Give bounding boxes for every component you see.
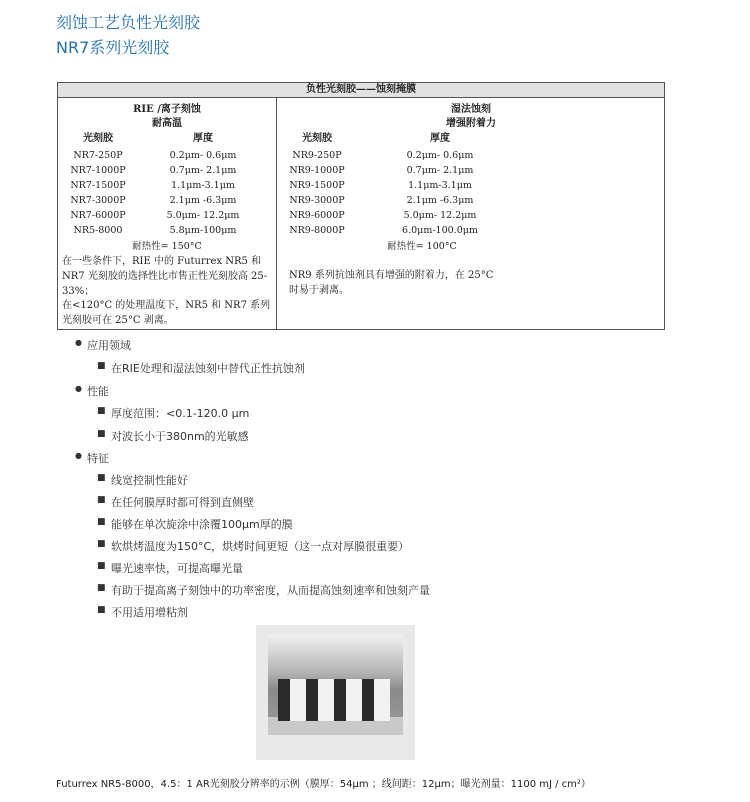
resist-name: NR9-1000P [289, 165, 345, 176]
list-item [97, 428, 249, 444]
rie-column-headers [58, 132, 276, 146]
wet-col-thickness: 厚度 [430, 133, 450, 144]
table-row [277, 164, 665, 178]
page-subtitle: NR7系列光刻胶 [56, 38, 170, 57]
resist-thickness: 1.1μm-3.1μm [171, 180, 235, 191]
sem-image-graphic [256, 625, 415, 760]
table-row [58, 179, 276, 193]
resist-name: NR5-8000 [73, 225, 123, 236]
resist-table [57, 82, 665, 330]
application-text: 在RIE处理和湿法蚀刻中替代正性抗蚀剂 [111, 362, 305, 375]
resist-name: NR7-250P [73, 150, 123, 161]
features-label: 特征 [87, 452, 109, 465]
list-item [97, 360, 305, 376]
list-item [97, 560, 243, 576]
resist-name: NR9-8000P [289, 225, 345, 236]
resist-name: NR7-3000P [70, 195, 126, 206]
performance-text: 厚度范围：<0.1-120.0 μm [111, 407, 250, 420]
table-row [58, 224, 276, 238]
resist-thickness: 6.0μm-100.0μm [402, 225, 478, 236]
table-row [277, 179, 665, 193]
rie-note-strip: 在<120°C 的处理温度下，NR5 和 NR7 系列光刻胶可在 25°C 剥离。 [62, 300, 271, 326]
table-row [58, 149, 276, 163]
resist-thickness: 0.2μm- 0.6μm [406, 150, 474, 161]
rie-col-thickness: 厚度 [193, 133, 213, 144]
resist-thickness: 5.8μm-100μm [169, 225, 237, 236]
sem-cross-section-image [256, 625, 415, 760]
resist-thickness: 0.7μm- 2.1μm [169, 165, 237, 176]
resist-thickness: 1.1μm-3.1μm [408, 180, 472, 191]
wet-col-resist: 光刻胶 [302, 133, 332, 144]
resist-name: NR9-250P [292, 150, 342, 161]
wet-subheading: 增强附着力 [446, 118, 496, 129]
list-item [97, 494, 254, 510]
page-title: 刻蚀工艺负性光刻胶 [56, 13, 201, 32]
performance-label: 性能 [87, 385, 109, 398]
resist-thickness: 2.1μm -6.3μm [169, 195, 237, 206]
resist-name: NR9-1500P [289, 180, 345, 191]
table-row [58, 194, 276, 208]
feature-text: 软烘烤温度为150°C，烘烤时间更短（这一点对厚膜很重要） [111, 540, 410, 553]
rie-note-selectivity: 在一些条件下，RIE 中的 Futurrex NR5 和 NR7 光刻胶的选择性比市售正性光刻胶高 25-33%； [62, 256, 268, 297]
applications-label: 应用领域 [87, 339, 131, 352]
table-row [58, 209, 276, 223]
wet-column-headers [277, 132, 665, 146]
table-column-rie [58, 98, 277, 329]
resist-name: NR7-1500P [70, 180, 126, 191]
table-row [277, 224, 665, 238]
list-item [97, 516, 293, 532]
table-row [277, 149, 665, 163]
image-caption: Futurrex NR5-8000，4.5：1 AR光刻胶分辨率的示例（膜厚：54μm ；线间距：12μm；曝光剂量：1100 mJ / cm²） [56, 779, 591, 790]
table-row [277, 194, 665, 208]
resist-name: NR9-6000P [289, 210, 345, 221]
feature-text: 在任何膜厚时都可得到直侧壁 [111, 496, 254, 509]
list-item [97, 538, 409, 554]
wet-note-adhesion: NR9 系列抗蚀剂具有增强的附着力，在 25°C 时易于剥离。 [289, 270, 494, 296]
resist-thickness: 2.1μm -6.3μm [406, 195, 474, 206]
rie-heading: RIE /离子刻蚀 [133, 104, 201, 115]
performance-text: 对波长小于380nm的光敏感 [111, 430, 249, 443]
list-item [97, 472, 188, 488]
resist-thickness: 0.2μm- 0.6μm [169, 150, 237, 161]
table-column-wet [277, 98, 664, 329]
table-caption: 负性光刻胶——蚀刻掩膜 [58, 83, 664, 98]
rie-heat-resistance: 耐热性= 150°C [132, 241, 202, 252]
wet-heading: 湿法蚀刻 [451, 104, 491, 115]
feature-text: 线宽控制性能好 [111, 474, 188, 487]
feature-text: 有助于提高离子刻蚀中的功率密度，从而提高蚀刻速率和蚀刻产量 [111, 584, 430, 597]
table-row [58, 164, 276, 178]
rie-subheading: 耐高温 [152, 118, 182, 129]
list-item [97, 405, 249, 421]
resist-name: NR7-1000P [70, 165, 126, 176]
wet-heat-resistance: 耐热性= 100°C [387, 241, 457, 252]
feature-text: 能够在单次旋涂中涂覆100μm厚的膜 [111, 518, 293, 531]
table-row [277, 209, 665, 223]
list-item [97, 604, 188, 620]
list-item-features [76, 450, 109, 466]
list-item-applications [76, 337, 131, 353]
feature-text: 曝光速率快，可提高曝光量 [111, 562, 243, 575]
resist-name: NR7-6000P [70, 210, 126, 221]
resist-thickness: 5.0μm- 12.2μm [166, 210, 240, 221]
list-item [97, 582, 430, 598]
list-item-performance [76, 383, 109, 399]
resist-name: NR9-3000P [289, 195, 345, 206]
resist-thickness: 0.7μm- 2.1μm [406, 165, 474, 176]
rie-col-resist: 光刻胶 [83, 133, 113, 144]
feature-text: 不用适用增粘剂 [111, 606, 188, 619]
resist-thickness: 5.0μm- 12.2μm [403, 210, 477, 221]
